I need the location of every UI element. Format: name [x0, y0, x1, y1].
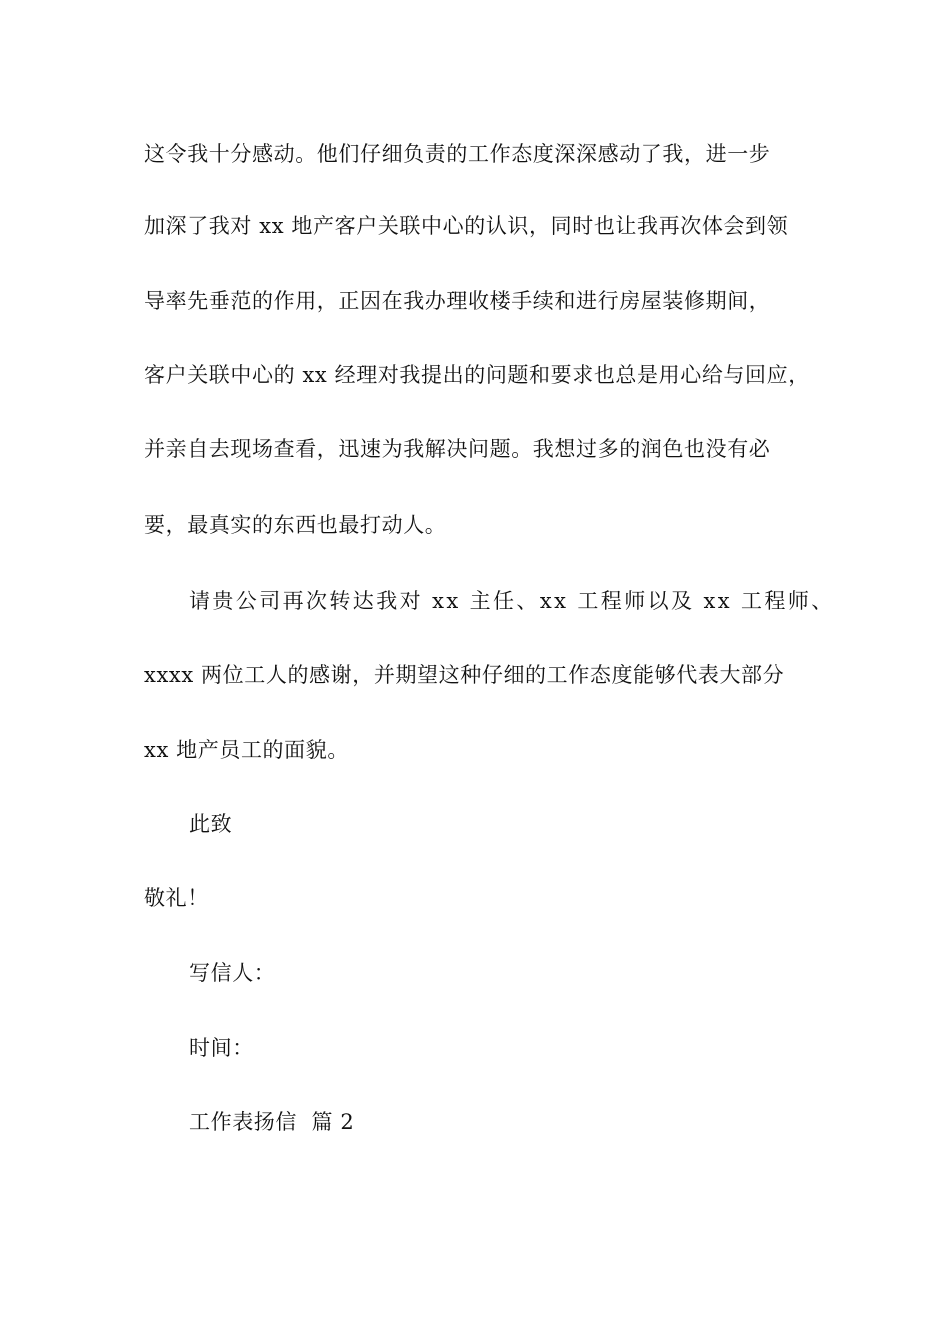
closing-salutation: 此致	[189, 812, 233, 836]
section-heading: 工作表扬信 篇 2	[189, 1110, 355, 1134]
body-text-line: xxxx 两位工人的感谢，并期望这种仔细的工作态度能够代表大部分	[144, 663, 785, 687]
closing-regards: 敬礼！	[144, 886, 209, 910]
body-text-line: 导率先垂范的作用，正因在我办理收楼手续和进行房屋装修期间，	[144, 289, 771, 313]
body-text-line: 这令我十分感动。他们仔细负责的工作态度深深感动了我，进一步	[144, 142, 771, 166]
body-text-line: 请贵公司再次转达我对 xx 主任、xx 工程师以及 xx 工程师、	[189, 589, 835, 613]
body-text-line: 加深了我对 xx 地产客户关联中心的认识，同时也让我再次体会到领	[144, 214, 789, 238]
time-label: 时间：	[189, 1036, 254, 1060]
body-text-line: xx 地产员工的面貌。	[144, 738, 349, 762]
body-text-line: 并亲自去现场查看，迅速为我解决问题。我想过多的润色也没有必	[144, 437, 771, 461]
writer-label: 写信人：	[189, 961, 276, 985]
body-text-line: 要，最真实的东西也最打动人。	[144, 513, 447, 537]
body-text-line: 客户关联中心的 xx 经理对我提出的问题和要求也总是用心给与回应，	[144, 363, 810, 387]
